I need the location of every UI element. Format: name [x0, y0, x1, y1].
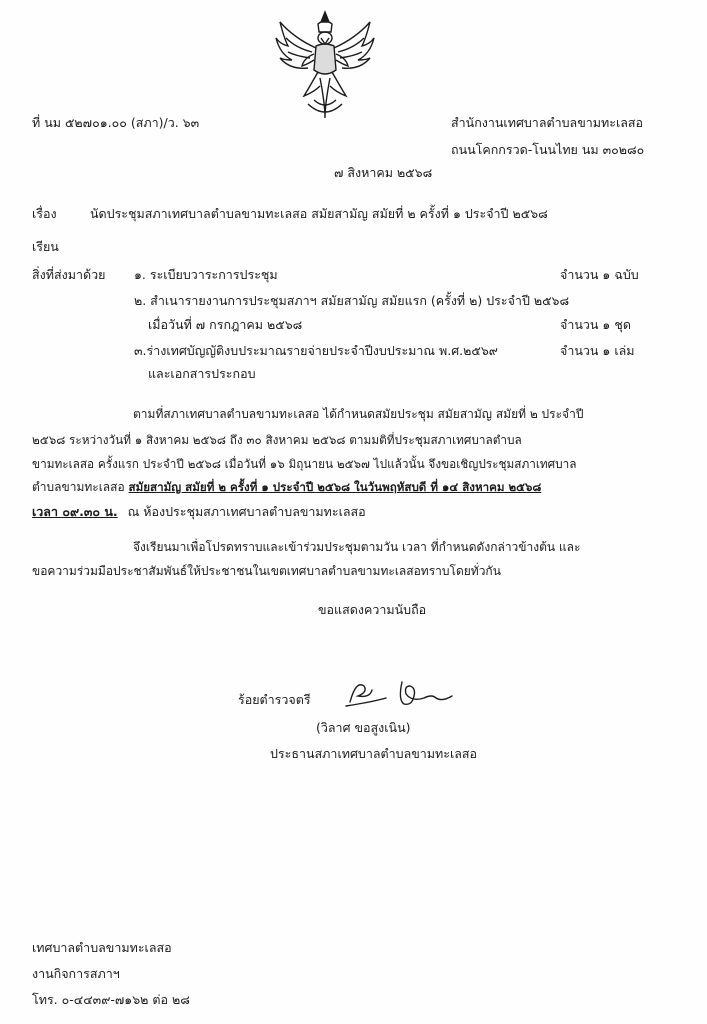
- body-paragraph-line: [32, 478, 541, 497]
- closing-text: ขอแสดงความนับถือ: [318, 602, 427, 617]
- subject-label: เรื่อง: [32, 206, 57, 221]
- meeting-location: ณ ห้องประชุมสภาเทศบาลตำบลขามทะเลสอ: [127, 504, 366, 519]
- body-text: ตำบลขามทะเลสอ: [32, 480, 125, 494]
- enclosure-item-detail: เมื่อวันที่ ๗ กรกฎาคม ๒๕๖๘: [148, 317, 303, 332]
- footer-department: งานกิจการสภาฯ: [32, 966, 120, 981]
- salutation: เรียน: [32, 239, 59, 254]
- footer-organization: เทศบาลตำบลขามทะเลสอ: [32, 940, 172, 955]
- enclosures-label: สิ่งที่ส่งมาด้วย: [32, 267, 106, 282]
- enclosure-item: ๓.ร่างเทศบัญญัติงบประมาณรายจ่ายประจำปีงบประมาณ พ.ศ.๒๕๖๙: [134, 343, 498, 358]
- letter-date: ๗ สิงหาคม ๒๕๖๘: [334, 165, 433, 180]
- enclosure-item: ๑. ระเบียบวาระการประชุม: [134, 267, 278, 282]
- body-paragraph-line: ขามทะเลสอ ครั้งแรก ประจำปี ๒๕๖๘ เมื่อวันที่ ๑๖ มิถุนายน ๒๕๖๗ ไปแล้วนั้น จึงขอเชิญประชุมสภาเทศบาล: [32, 457, 577, 471]
- body-paragraph-line: จึงเรียนมาเพื่อโปรดทราบและเข้าร่วมประชุมตามวัน เวลา ที่กำหนดดังกล่าวข้างต้น และ: [133, 540, 581, 554]
- signer-position: ประธานสภาเทศบาลตำบลขามทะเลสอ: [270, 746, 478, 761]
- body-paragraph-line: [32, 502, 366, 522]
- meeting-time-highlight: เวลา ๐๙.๓๐ น.: [32, 504, 118, 519]
- enclosure-quantity: จำนวน ๑ เล่ม: [560, 343, 635, 358]
- signer-rank: ร้อยตำรวจตรี: [238, 692, 311, 707]
- enclosure-quantity: จำนวน ๑ ชุด: [560, 317, 631, 332]
- office-name: สำนักงานเทศบาลตำบลขามทะเลสอ: [451, 115, 644, 130]
- reference-number: ที่ นม ๕๒๗๐๑.๐๐ (สภา)/ว. ๖๓: [32, 115, 200, 130]
- enclosure-item-detail: และเอกสารประกอบ: [148, 366, 256, 381]
- body-paragraph-line: ๒๕๖๘ ระหว่างวันที่ ๑ สิงหาคม ๒๕๖๘ ถึง ๓๐ สิงหาคม ๒๕๖๘ ตามมติที่ประชุมสภาเทศบาลตำบล: [32, 433, 522, 447]
- body-paragraph-line: ตามที่สภาเทศบาลตำบลขามทะเลสอ ได้กำหนดสมัยประชุม สมัยสามัญ สมัยที่ ๒ ประจำปี: [133, 407, 584, 421]
- office-address: ถนนโคกกรวด-โนนไทย นม ๓๐๒๘๐: [451, 142, 645, 157]
- footer-phone: โทร. ๐-๔๔๓๙-๗๑๖๒ ต่อ ๒๘: [32, 992, 190, 1007]
- meeting-session-highlight: สมัยสามัญ สมัยที่ ๒ ครั้งที่ ๑ ประจำปี ๒๕๖๘ ในวันพฤหัสบดี ที่ ๑๔ สิงหาคม ๒๕๖๘: [128, 480, 542, 494]
- signer-name: (วิลาศ ขอสูงเนิน): [316, 720, 411, 735]
- garuda-emblem: [274, 8, 376, 126]
- body-paragraph-line: ขอความร่วมมือประชาสัมพันธ์ให้ประชาชนในเขตเทศบาลตำบลขามทะเลสอทราบโดยทั่วกัน: [32, 564, 501, 578]
- handwritten-signature: [342, 672, 472, 712]
- enclosure-quantity: จำนวน ๑ ฉบับ: [560, 267, 639, 282]
- enclosure-item: ๒. สำเนารายงานการประชุมสภาฯ สมัยสามัญ สมัยแรก (ครั้งที่ ๒) ประจำปี ๒๕๖๘: [134, 293, 570, 308]
- subject-text: นัดประชุมสภาเทศบาลตำบลขามทะเลสอ สมัยสามัญ สมัยที่ ๒ ครั้งที่ ๑ ประจำปี ๒๕๖๘: [90, 206, 548, 221]
